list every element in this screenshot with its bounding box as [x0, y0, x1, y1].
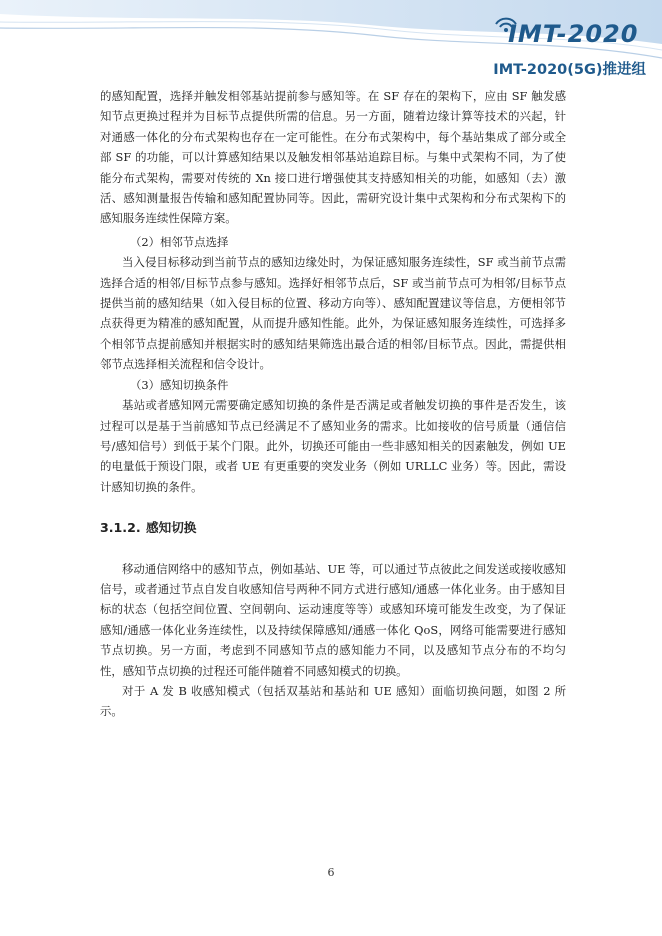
imt2020-5g-promotion-group-label: IMT-2020(5G)推进组: [493, 62, 646, 78]
body-paragraph: 的感知配置，选择并触发相邻基站提前参与感知等。在 SF 存在的架构下，应由 SF 触发感知节点更换过程并为目标节点提供所需的信息。另一方面，随着边缘计算等技术的兴起，针对通感一体化的分布式架构也存在一定可能性。在分布式架构中，每个基站集成了部分或全部 SF 的功能，可以计算感知结果以及触发相邻基站追踪目标。与集中式架构不同，为了使能分布式架构，需要对传统的 Xn 接口进行增强使其支持感知相关的功能，如感知（去）激活、感知测量报告传输和感知配置协同等。因此，需研究设计集中式架构和分布式架构下的感知服务连续性保障方案。: [100, 89, 566, 226]
body-paragraph: 基站或者感知网元需要确定感知切换的条件是否满足或者触发切换的事件是否发生，该过程可以是基于当前感知节点已经满足不了感知业务的需求。比如接收的信号质量（通信信号/感知信号）到低于某个门限。此外，切换还可能由一些非感知相关的因素触发，例如 UE 的电量低于预设门限，或者 UE 有更重要的突发业务（例如 URLLC 业务）等。因此，需设计感知切换的条件。: [100, 398, 566, 494]
header-banner: [0, 0, 662, 92]
body-paragraph: 对于 A 发 B 收感知模式（包括双基站和基站和 UE 感知）面临切换问题，如图 2 所示。: [100, 683, 566, 719]
body-paragraph: 当入侵目标移动到当前节点的感知边缘处时，为保证感知服务连续性，SF 或当前节点需选择合适的相邻/目标节点参与感知。选择好相邻节点后，SF 或当前节点可为相邻/目标节点提供当前的感知结果（如入侵目标的位置、移动方向等）、感知配置建议等信息，方便相邻节点获得更为精准的感知配置，从而提升感知性能。此外，为保证感知服务连续性，可选择多个相邻节点提前感知并根据实时的感知结果筛选出最合适的相邻/目标节点。因此，需提供相邻节点选择相关流程和信令设计。: [100, 255, 566, 372]
page-body: [100, 86, 566, 722]
section-heading: [100, 518, 566, 538]
list-item-heading: （3）感知切换条件: [130, 377, 229, 392]
imt2020-logo: IMT-2020: [508, 20, 639, 48]
list-item-heading: （2）相邻节点选择: [130, 234, 229, 249]
section-title: 感知切换: [146, 520, 197, 536]
page-number: 6: [327, 866, 335, 879]
body-paragraph: 移动通信网络中的感知节点，例如基站、UE 等，可以通过节点彼此之间发送或接收感知信号，或者通过节点自发自收感知信号两种不同方式进行感知/通感一体化业务。由于感知目标的状态（包括空间位置、空间朝向、运动速度等等）或感知环境可能发生改变，为了保证感知/通感一体化业务连续性，以及持续保障感知/通感一体化 QoS，网络可能需要进行感知节点切换。另一方面，考虑到不同感知节点的感知能力不同，以及感知节点分布的不均匀性，感知节点切换的过程还可能伴随着不同感知模式的切换。: [100, 561, 566, 678]
section-number: 3.1.2.: [100, 520, 141, 536]
